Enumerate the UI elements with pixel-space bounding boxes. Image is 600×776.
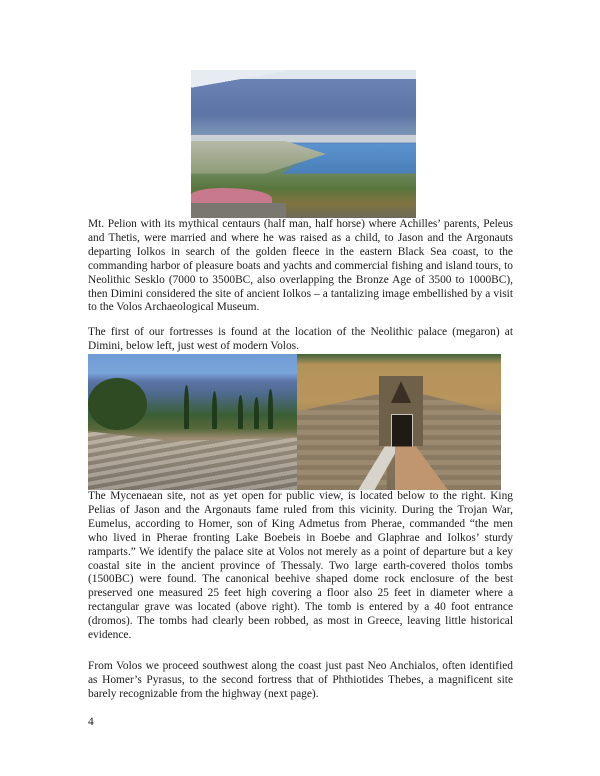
paragraph-first-fortress: The first of our fortresses is found at the location of the Neolithic palace (megaron) at Dimini, below left, just west of modern Volos. <box>88 326 513 352</box>
paragraph-from-volos: From Volos we proceed southwest along the coast just past Neo Anchialos, often identified as Homer’s Pyrasus, to the second fortress that of Phthiotides Thebes, a magnificent site barely recognizable from the highway (next page). <box>88 660 513 700</box>
stone-ruins <box>88 425 297 490</box>
volos-bay-photo <box>191 70 416 218</box>
page-number: 4 <box>88 716 94 728</box>
paragraph-mt-pelion: Mt. Pelion with its mythical centaurs (half man, half horse) where Achilles’ parents, Peleus and Thetis, were married and where he was raised as a child, to Jason and the Argonauts departing Iolkos in search of the golden fleece in the eastern Black Sea coast, to the commanding harbor of pleasure boats and yachts and commercial fishing and island tours, to Neolithic Sesklo (7000 to 3500BC, also overlapping the Bronze Age of 3500 to 1000BC), then Dimini considered the site of ancient Iolkos – a tantalizing image embellished by a visit to the Volos Archaeological Museum. <box>88 218 513 314</box>
road <box>191 203 286 218</box>
paragraph-mycenaean-site: The Mycenaean site, not as yet open for public view, is located below to the right. King Pelias of Jason and the Argonauts fame ruled from this vicinity. During the Trojan War, Eumelus, according to Homer, son of King Admetus from Pherae, commanded “the men who lived in Pherae fronting Lake Boebeis in Boebe and Glaphrae and Iolkos’ sturdy ramparts.” We identify the palace site at Volos not merely as a point of departure but a key coastal site in the ancient province of Thessaly. Two large earth-covered tholos tombs (1500BC) were found. The canonical beehive shaped dome rock enclosure of the best preserved one measured 25 feet high covering a floor also 25 feet in diameter where a rectangular grave was located (above right). The tomb is entered by a 40 foot entrance (dromos). The tombs had clearly been robbed, as most in Greece, leaving little historical evidence. <box>88 490 513 642</box>
sky-region <box>191 70 416 129</box>
cypress-tree <box>268 389 273 429</box>
cypress-tree <box>238 395 243 429</box>
tree <box>88 378 147 430</box>
tomb-doorway <box>391 414 413 449</box>
cypress-tree <box>184 385 189 429</box>
dimini-ruins-photo <box>88 354 297 490</box>
cypress-tree <box>212 391 217 429</box>
tholos-tomb-photo <box>297 354 501 490</box>
cypress-tree <box>254 397 259 429</box>
